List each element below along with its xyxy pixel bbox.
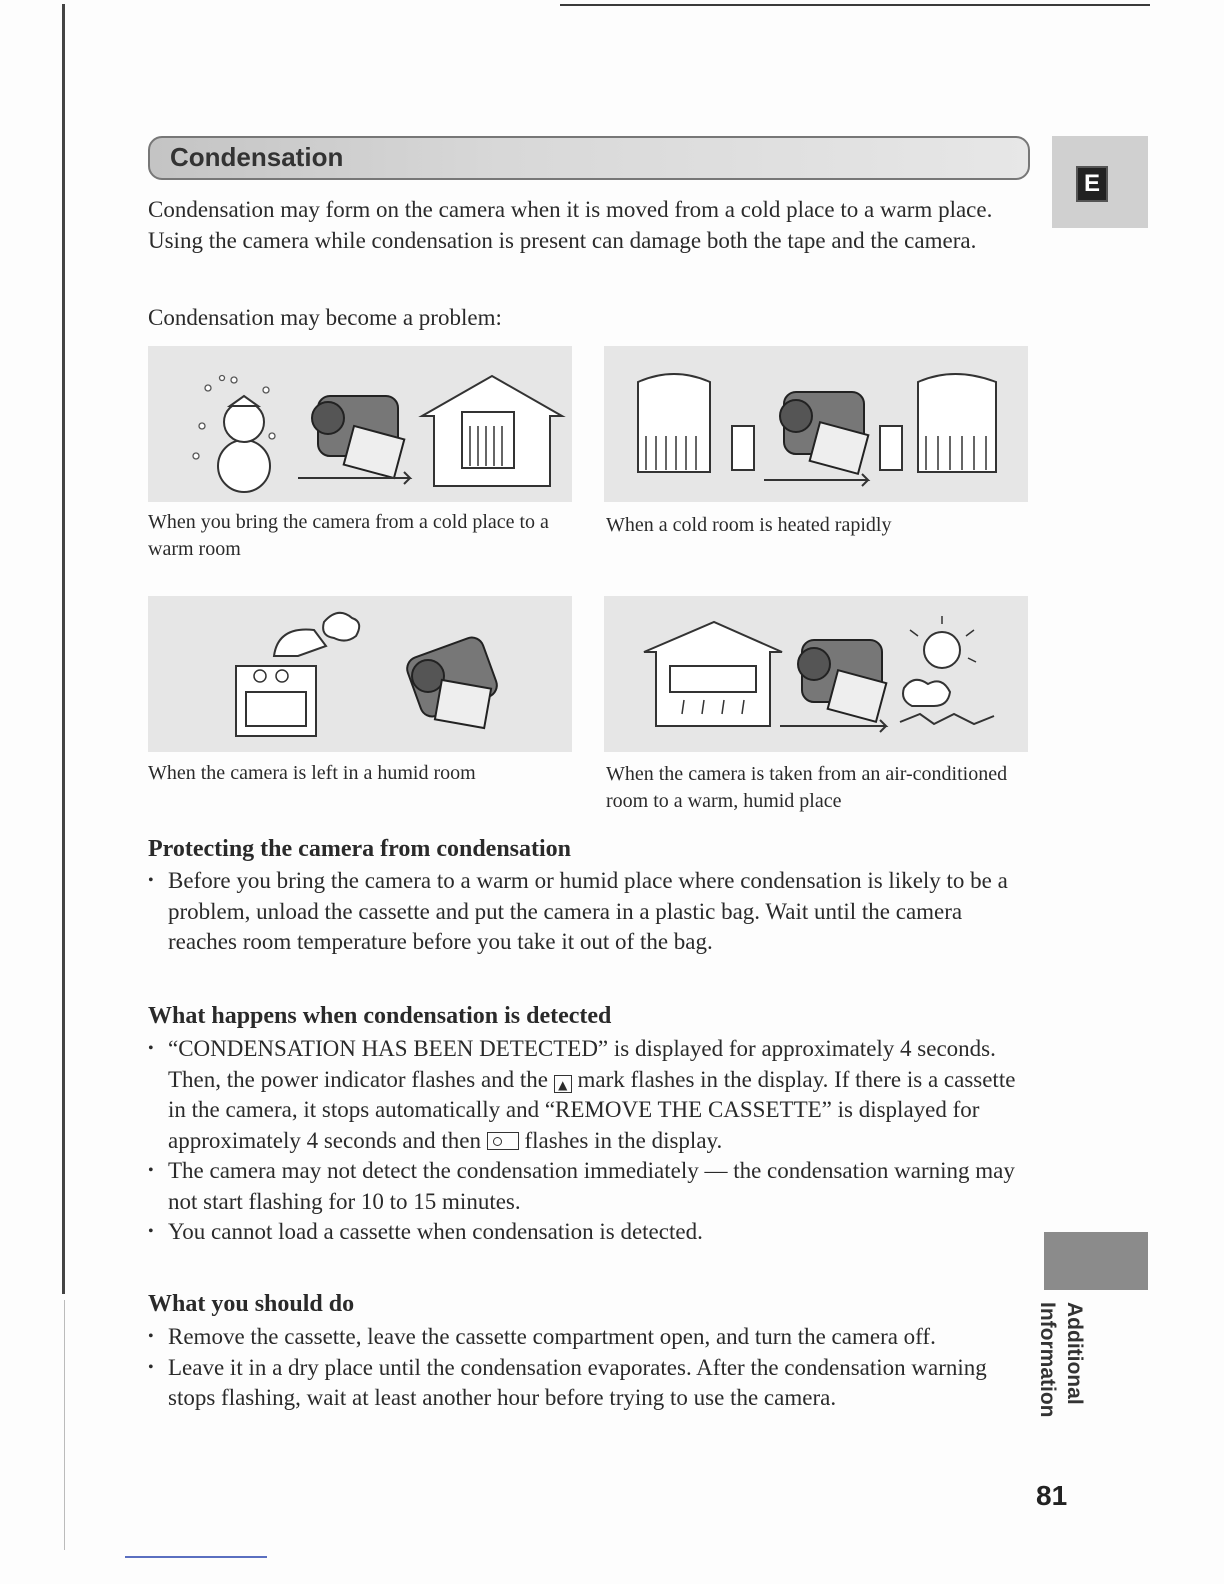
- what-to-do-list: [148, 1322, 1028, 1414]
- left-margin-rule: [62, 4, 65, 1294]
- caption-2: When a cold room is heated rapidly: [606, 514, 892, 536]
- left-margin-rule-lower: [64, 1300, 65, 1550]
- heading-what-to-do: What you should do: [148, 1291, 355, 1317]
- section-title-bar: [148, 136, 1030, 180]
- illustration-snowman-to-warm-house: [148, 346, 572, 502]
- list-item: • Remove the cassette, leave the cassette compartment open, and turn the camera off.: [148, 1322, 1028, 1353]
- heading-protecting: Protecting the camera from condensation: [148, 836, 572, 862]
- caption-3: When the camera is left in a humid room: [148, 762, 476, 784]
- caption-1: When you bring the camera from a cold place to a warm room: [148, 511, 549, 560]
- list-item: • Leave it in a dry place until the condensation evaporates. After the condensation warning stops flashing, wait at least another hour before trying to use the camera.: [148, 1353, 1028, 1414]
- detected-text-part2: mark flashes in the display. If there is a cassette in the camera, it stops automatically and “REMOVE THE CASSETTE” is displayed for approximately 4 seconds and then: [168, 1066, 1016, 1153]
- snowman-to-warm-house-icon: [148, 346, 572, 502]
- detected-list: [148, 1034, 1028, 1248]
- detected-text-part1: “CONDENSATION HAS BEEN DETECTED” is displayed for approximately 4 seconds. Then, the power indicator flashes and the: [168, 1036, 996, 1092]
- top-rule: [560, 4, 1150, 6]
- illustration-heater-room: [604, 346, 1028, 502]
- section-label-line1: Additional: [1063, 1302, 1086, 1405]
- illustration-aircon-to-hot-sun: [604, 596, 1028, 752]
- section-title: Condensation: [170, 142, 344, 172]
- section-label: [1028, 1302, 1088, 1420]
- intro-paragraph: Condensation may form on the camera when it is moved from a cold place to a warm place. Using the camera while condensation is present can damage both the tape and the camera.: [148, 197, 993, 253]
- language-tab: [1052, 136, 1148, 228]
- aircon-to-hot-sun-icon: [604, 596, 1028, 752]
- steaming-kettle-stove-icon: [148, 596, 572, 752]
- problem-lead: Condensation may become a problem:: [148, 305, 502, 330]
- condensation-mark-icon: ▲: [554, 1075, 572, 1093]
- cassette-warning-icon: [487, 1132, 519, 1150]
- illustration-steaming-kettle-stove: [148, 596, 572, 752]
- list-item: [148, 1034, 1028, 1156]
- section-tab-marker: [1044, 1232, 1148, 1290]
- bottom-link-rule: [125, 1556, 267, 1558]
- section-label-line2: Information: [1036, 1302, 1059, 1418]
- list-item: • The camera may not detect the condensation immediately — the condensation warning may not start flashing for 10 to 15 minutes.: [148, 1156, 1028, 1217]
- detected-text-part3: flashes in the display.: [524, 1127, 723, 1153]
- protecting-list: [148, 866, 1028, 958]
- list-item: • You cannot load a cassette when condensation is detected.: [148, 1217, 1028, 1248]
- language-tab-letter: E: [1076, 166, 1108, 202]
- list-item: • Before you bring the camera to a warm or humid place where condensation is likely to be a problem, unload the cassette and put the camera in a plastic bag. Wait until the camera reaches room temperature before you take it out of the bag.: [148, 866, 1028, 958]
- caption-4: When the camera is taken from an air-conditioned room to a warm, humid place: [606, 763, 1008, 812]
- page-number: 81: [1036, 1480, 1068, 1511]
- heading-detected: What happens when condensation is detected: [148, 1003, 612, 1029]
- heater-room-icon: [604, 346, 1028, 502]
